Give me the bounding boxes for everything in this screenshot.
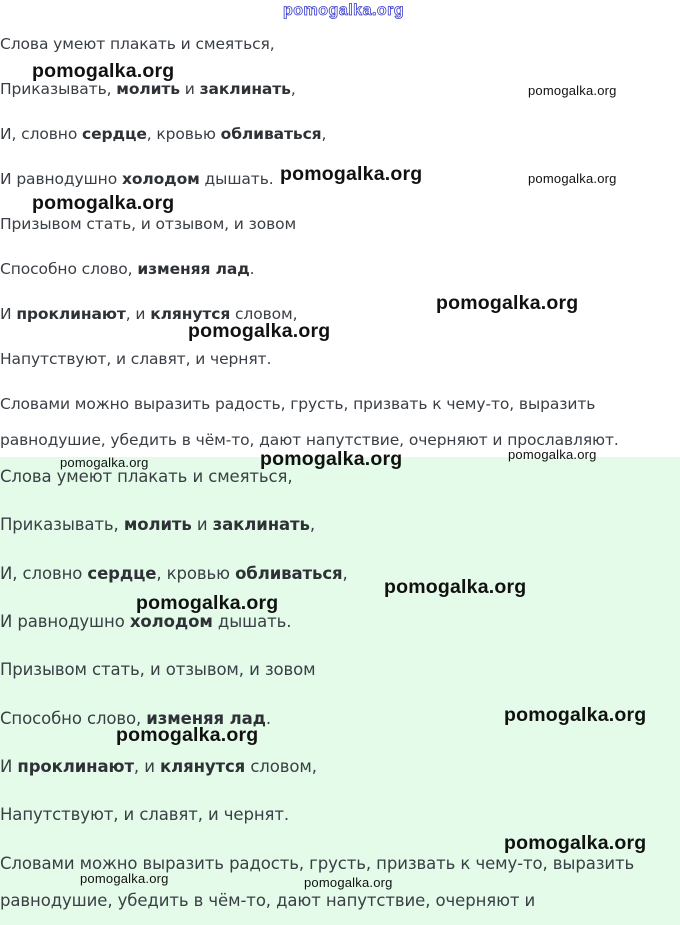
watermark: pomogalka.org bbox=[504, 832, 647, 854]
poem-line: Приказывать, молить и заклинать, bbox=[0, 515, 316, 534]
watermark: pomogalka.org bbox=[528, 171, 617, 186]
poem-line: Призывом стать, и отзывом, и зовом bbox=[0, 215, 297, 233]
watermark: pomogalka.org bbox=[528, 83, 617, 98]
watermark: pomogalka.org bbox=[260, 448, 403, 470]
watermark: pomogalka.org bbox=[304, 875, 393, 890]
summary-line: равнодушие, убедить в чём-то, дают напутствие, очерняют и прославляют. bbox=[0, 431, 619, 449]
summary-line: Словами можно выразить радость, грусть, призвать к чему-то, выразить bbox=[0, 395, 596, 413]
poem-line: И равнодушно холодом дышать. bbox=[0, 612, 292, 631]
summary-line: равнодушие, убедить в чём-то, дают напутствие, очерняют и bbox=[0, 891, 536, 910]
watermark: pomogalka.org bbox=[136, 592, 279, 614]
summary-line: Словами можно выразить радость, грусть, призвать к чему-то, выразить bbox=[0, 854, 635, 873]
poem-line: И проклинают, и клянутся словом, bbox=[0, 757, 317, 776]
poem-line: Приказывать, молить и заклинать, bbox=[0, 80, 296, 98]
poem-line: Напутствуют, и славят, и чернят. bbox=[0, 350, 272, 368]
poem-line: Способно слово, изменяя лад. bbox=[0, 260, 255, 278]
watermark: pomogalka.org bbox=[116, 724, 259, 746]
watermark: pomogalka.org bbox=[508, 447, 597, 462]
poem-line: И равнодушно холодом дышать. bbox=[0, 170, 274, 188]
watermark: pomogalka.org bbox=[436, 292, 579, 314]
poem-line: Слова умеют плакать и смеяться, bbox=[0, 35, 275, 53]
poem-line: И, словно сердце, кровью обливаться, bbox=[0, 564, 348, 583]
watermark: pomogalka.org bbox=[504, 704, 647, 726]
poem-line: Способно слово, изменяя лад. bbox=[0, 709, 272, 728]
watermark: pomogalka.org bbox=[384, 576, 527, 598]
poem-line: И проклинают, и клянутся словом, bbox=[0, 305, 298, 323]
watermark: pomogalka.org bbox=[283, 2, 405, 19]
poem-line: Призывом стать, и отзывом, и зовом bbox=[0, 660, 316, 679]
watermark: pomogalka.org bbox=[188, 320, 331, 342]
watermark: pomogalka.org bbox=[60, 455, 149, 470]
poem-line: Слова умеют плакать и смеяться, bbox=[0, 467, 293, 486]
poem-line: И, словно сердце, кровью обливаться, bbox=[0, 125, 327, 143]
watermark: pomogalka.org bbox=[80, 871, 169, 886]
watermark: pomogalka.org bbox=[32, 192, 175, 214]
poem-line: Напутствуют, и славят, и чернят. bbox=[0, 805, 290, 824]
watermark: pomogalka.org bbox=[280, 163, 423, 185]
watermark: pomogalka.org bbox=[32, 60, 175, 82]
